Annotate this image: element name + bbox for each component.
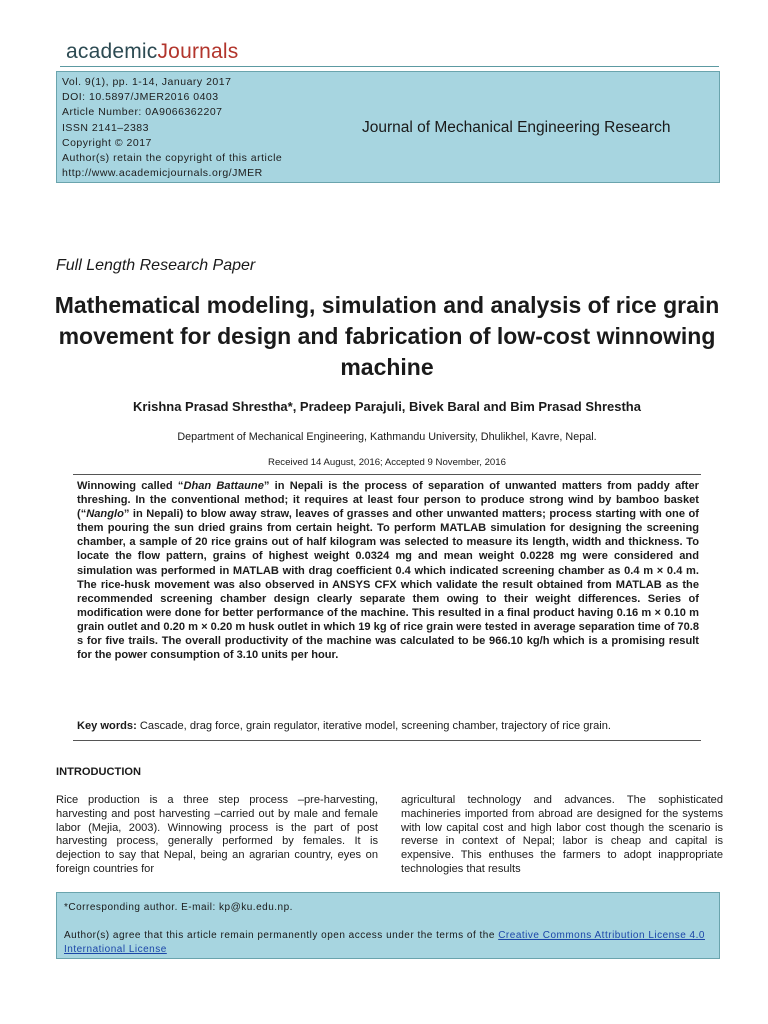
footnote-box	[56, 892, 720, 959]
section-heading-introduction: INTRODUCTION	[56, 766, 142, 778]
journal-name: Journal of Mechanical Engineering Research	[362, 119, 671, 136]
keywords-list: Cascade, drag force, grain regulator, iterative model, screening chamber, trajectory of rice grain.	[139, 720, 611, 732]
corresponding-author: *Corresponding author. E-mail: kp@ku.edu.np.	[64, 902, 293, 913]
header-rule	[60, 66, 719, 67]
abstract-top-rule	[73, 474, 701, 475]
intro-left-column: Rice production is a three step process –pre-harvesting, harvesting and post harvesting –carried out by male and female labor (Mejia, 2003). Winnowing process is the part of post harvesting process, generally performed by females. It is dejection to say that Nepal, being an agrarian country, eyes on foreign countries for	[56, 794, 378, 875]
meta-rights: Author(s) retain the copyright of this article	[62, 152, 283, 165]
license-note: Author(s) agree that this article remain permanently open access under the terms of the Creative Commons Attribution License 4.0 International License	[64, 930, 705, 955]
meta-article-number: Article Number: 0A9066362207	[62, 106, 223, 119]
meta-volume: Vol. 9(1), pp. 1-14, January 2017	[62, 76, 232, 88]
article-info-box	[56, 71, 720, 183]
abstract-bottom-rule	[73, 740, 701, 741]
publisher-logo: academicJournals	[66, 40, 239, 63]
meta-doi: DOI: 10.5897/JMER2016 0403	[62, 91, 219, 104]
affiliation: Department of Mechanical Engineering, Kathmandu University, Dhulikhel, Kavre, Nepal.	[177, 431, 597, 443]
keywords	[77, 720, 699, 732]
meta-copyright: Copyright © 2017	[62, 136, 152, 149]
paper-title: Mathematical modeling, simulation and analysis of rice grain movement for design and fabrication of low-cost winnowing machine	[54, 292, 720, 380]
license-link[interactable]: Creative Commons Attribution License 4.0 International License	[64, 930, 705, 955]
meta-issn: ISSN 2141–2383	[62, 121, 149, 134]
received-dates: Received 14 August, 2016; Accepted 9 November, 2016	[268, 457, 506, 468]
abstract-text: Winnowing called “Dhan Battaune” in Nepali is the process of separation of unwanted matters from paddy after threshing. In the conventional method; it requires at least four person to produce strong wind by bamboo basket (“Nanglo” in Nepali) to blow away straw, leaves of grasses and other unwanted matters; process starting with one of them pouring the sun dried grains from certain height. To perform MATLAB simulation for designing the screening chamber, a sample of 20 rice grains out of half kilogram was selected to measure its length, width and thickness. To locate the flow pattern, grains of highest weight 0.0324 mg and mean weight 0.0228 mg were considered and simulation was performed in MATLAB with drag coefficient 0.4 which indicated screening chamber as 0.4 m × 0.4 m. The rice-husk movement was also observed in ANSYS CFX which validate the result obtained from MATLAB as the recommended screening chamber design clearly separate them owing to their weight differences. Series of modification were done for better performance of the machine. This resulted in a final product having 0.16 m × 0.10 m grain outlet and 0.20 m × 0.20 m husk outlet in which 19 kg of rice grain were tested in average separation time of 70.8 s for five trails. The overall productivity of the machine was calculated to be 966.10 kg/h which is a promising result for the power consumption of 3.10 units per hour.	[77, 480, 699, 662]
article-meta	[62, 75, 282, 181]
intro-right-column: agricultural technology and advances. The sophisticated machineries imported from abroad are designed for the systems with low capital cost and high labor cost though the scenario is reverse in context of Nepal; labor is cheap and capital is expensive. This enthuses the farmers to adopt inappropriate technologies that results	[401, 794, 723, 875]
meta-url[interactable]: http://www.academicjournals.org/JMER	[62, 167, 263, 180]
keywords-label: Key words:	[77, 720, 137, 732]
paper-type: Full Length Research Paper	[56, 257, 256, 274]
author-list: Krishna Prasad Shrestha*, Pradeep Parajuli, Bivek Baral and Bim Prasad Shrestha	[133, 399, 641, 414]
